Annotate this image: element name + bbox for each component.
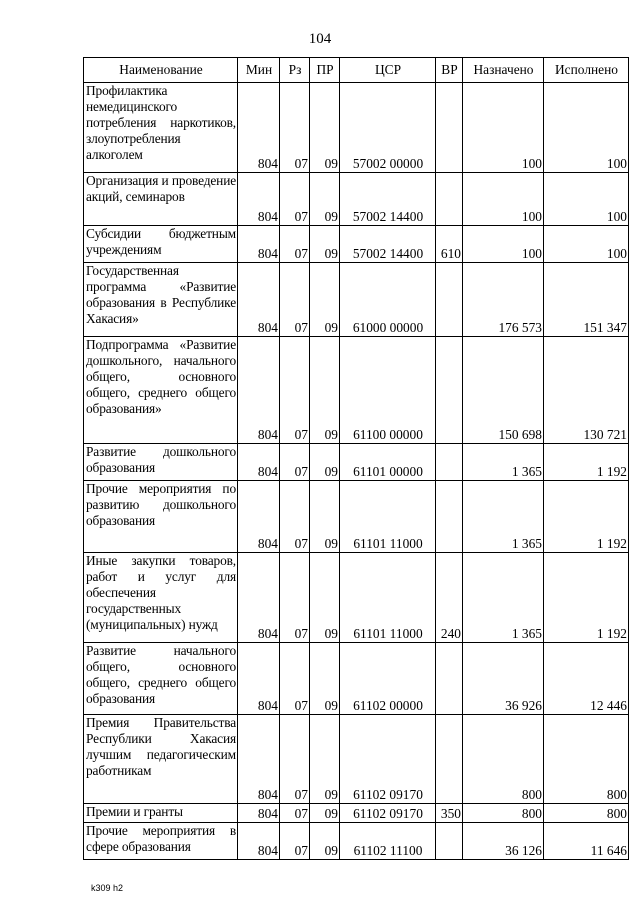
row-min: 804 bbox=[238, 804, 280, 823]
row-csr: 61102 09170 bbox=[340, 715, 436, 804]
table-row bbox=[84, 481, 629, 553]
row-executed: 800 bbox=[544, 715, 629, 804]
table-row bbox=[84, 263, 629, 337]
row-name: Прочие мероприятия по развитию дошкольного образования bbox=[84, 481, 238, 553]
table-row bbox=[84, 823, 629, 860]
row-pr: 09 bbox=[310, 804, 340, 823]
row-min: 804 bbox=[238, 823, 280, 860]
row-csr: 61101 00000 bbox=[340, 444, 436, 481]
row-rz: 07 bbox=[280, 823, 310, 860]
budget-table bbox=[83, 57, 629, 860]
row-csr: 57002 14400 bbox=[340, 226, 436, 263]
row-assigned: 800 bbox=[463, 804, 544, 823]
row-name: Премия Правительства Республики Хакасия лучшим педагогическим работникам bbox=[84, 715, 238, 804]
row-csr: 61102 11100 bbox=[340, 823, 436, 860]
row-assigned: 100 bbox=[463, 83, 544, 173]
row-assigned: 150 698 bbox=[463, 337, 544, 444]
page-number: 104 bbox=[308, 31, 332, 47]
row-min: 804 bbox=[238, 643, 280, 715]
row-assigned: 800 bbox=[463, 715, 544, 804]
row-assigned: 1 365 bbox=[463, 481, 544, 553]
row-vr bbox=[436, 173, 463, 226]
row-assigned: 1 365 bbox=[463, 444, 544, 481]
row-name: Премии и гранты bbox=[84, 804, 238, 823]
row-rz: 07 bbox=[280, 444, 310, 481]
header-csr: ЦСР bbox=[340, 58, 436, 83]
row-rz: 07 bbox=[280, 83, 310, 173]
row-rz: 07 bbox=[280, 715, 310, 804]
row-assigned: 176 573 bbox=[463, 263, 544, 337]
row-vr bbox=[436, 83, 463, 173]
row-min: 804 bbox=[238, 715, 280, 804]
row-executed: 1 192 bbox=[544, 444, 629, 481]
row-name: Подпрограмма «Развитие дошкольного, начального общего, основного общего, среднего общего образования» bbox=[84, 337, 238, 444]
row-assigned: 36 126 bbox=[463, 823, 544, 860]
row-csr: 57002 00000 bbox=[340, 83, 436, 173]
table-row bbox=[84, 83, 629, 173]
row-rz: 07 bbox=[280, 643, 310, 715]
row-assigned: 1 365 bbox=[463, 553, 544, 643]
row-pr: 09 bbox=[310, 173, 340, 226]
row-csr: 61102 09170 bbox=[340, 804, 436, 823]
row-rz: 07 bbox=[280, 173, 310, 226]
row-min: 804 bbox=[238, 337, 280, 444]
row-vr bbox=[436, 823, 463, 860]
row-min: 804 bbox=[238, 444, 280, 481]
row-rz: 07 bbox=[280, 337, 310, 444]
row-csr: 61000 00000 bbox=[340, 263, 436, 337]
row-vr: 240 bbox=[436, 553, 463, 643]
row-min: 804 bbox=[238, 553, 280, 643]
row-pr: 09 bbox=[310, 226, 340, 263]
row-pr: 09 bbox=[310, 337, 340, 444]
row-pr: 09 bbox=[310, 715, 340, 804]
row-csr: 61101 11000 bbox=[340, 481, 436, 553]
row-name: Профилактика немедицинского потребления наркотиков, злоупотребления алкоголем bbox=[84, 83, 238, 173]
row-name: Организация и проведение акций, семинаров bbox=[84, 173, 238, 226]
table-row bbox=[84, 444, 629, 481]
row-vr: 350 bbox=[436, 804, 463, 823]
row-executed: 100 bbox=[544, 83, 629, 173]
row-executed: 11 646 bbox=[544, 823, 629, 860]
row-executed: 100 bbox=[544, 173, 629, 226]
row-executed: 130 721 bbox=[544, 337, 629, 444]
row-executed: 151 347 bbox=[544, 263, 629, 337]
row-executed: 1 192 bbox=[544, 481, 629, 553]
row-rz: 07 bbox=[280, 553, 310, 643]
row-vr: 610 bbox=[436, 226, 463, 263]
row-vr bbox=[436, 444, 463, 481]
row-rz: 07 bbox=[280, 804, 310, 823]
row-min: 804 bbox=[238, 173, 280, 226]
header-executed: Исполнено bbox=[544, 58, 629, 83]
header-name: Наименование bbox=[84, 58, 238, 83]
table-row bbox=[84, 553, 629, 643]
row-pr: 09 bbox=[310, 263, 340, 337]
table-row bbox=[84, 173, 629, 226]
header-assigned: Назначено bbox=[463, 58, 544, 83]
row-csr: 61101 11000 bbox=[340, 553, 436, 643]
row-rz: 07 bbox=[280, 263, 310, 337]
row-csr: 61102 00000 bbox=[340, 643, 436, 715]
table-row bbox=[84, 643, 629, 715]
header-pr: ПР bbox=[310, 58, 340, 83]
footer-code: k309 h2 bbox=[91, 883, 124, 893]
header-rz: Рз bbox=[280, 58, 310, 83]
row-pr: 09 bbox=[310, 553, 340, 643]
row-pr: 09 bbox=[310, 83, 340, 173]
row-assigned: 36 926 bbox=[463, 643, 544, 715]
row-csr: 61100 00000 bbox=[340, 337, 436, 444]
row-name: Прочие мероприятия в сфере образования bbox=[84, 823, 238, 860]
row-executed: 800 bbox=[544, 804, 629, 823]
row-assigned: 100 bbox=[463, 226, 544, 263]
header-vr: ВР bbox=[436, 58, 463, 83]
row-executed: 100 bbox=[544, 226, 629, 263]
row-vr bbox=[436, 643, 463, 715]
row-vr bbox=[436, 715, 463, 804]
row-pr: 09 bbox=[310, 643, 340, 715]
row-executed: 12 446 bbox=[544, 643, 629, 715]
row-pr: 09 bbox=[310, 481, 340, 553]
table-header-row bbox=[84, 58, 629, 83]
row-vr bbox=[436, 481, 463, 553]
row-rz: 07 bbox=[280, 481, 310, 553]
row-assigned: 100 bbox=[463, 173, 544, 226]
row-vr bbox=[436, 337, 463, 444]
row-csr: 57002 14400 bbox=[340, 173, 436, 226]
row-name: Государственная программа «Развитие образования в Республике Хакасия» bbox=[84, 263, 238, 337]
row-vr bbox=[436, 263, 463, 337]
row-pr: 09 bbox=[310, 823, 340, 860]
table-row bbox=[84, 715, 629, 804]
row-min: 804 bbox=[238, 263, 280, 337]
table-row bbox=[84, 337, 629, 444]
table-row bbox=[84, 804, 629, 823]
row-executed: 1 192 bbox=[544, 553, 629, 643]
row-name: Иные закупки товаров, работ и услуг для обеспечения государственных (муниципальных) нужд bbox=[84, 553, 238, 643]
row-name: Субсидии бюджетным учреждениям bbox=[84, 226, 238, 263]
row-min: 804 bbox=[238, 226, 280, 263]
row-min: 804 bbox=[238, 481, 280, 553]
row-min: 804 bbox=[238, 83, 280, 173]
header-min: Мин bbox=[238, 58, 280, 83]
row-pr: 09 bbox=[310, 444, 340, 481]
row-rz: 07 bbox=[280, 226, 310, 263]
row-name: Развитие начального общего, основного общего, среднего общего образования bbox=[84, 643, 238, 715]
table-row bbox=[84, 226, 629, 263]
row-name: Развитие дошкольного образования bbox=[84, 444, 238, 481]
